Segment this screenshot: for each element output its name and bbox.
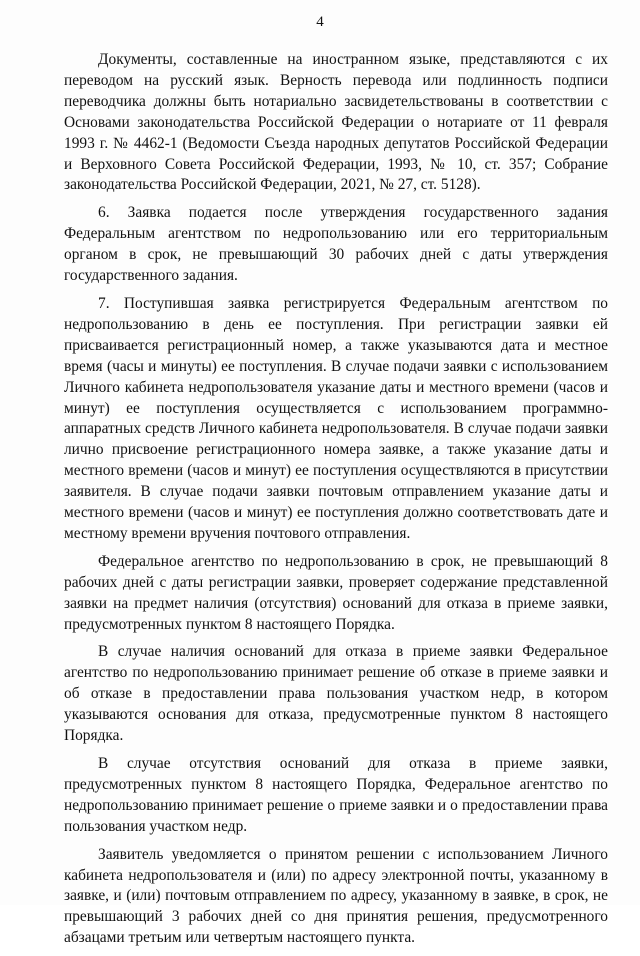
paragraph-item-7: 7. Поступившая заявка регистрируется Федеральным агентством по недропользованию в день ее поступления. При регистрации заявки ей присваивается регистрационный номер, а также указываются дата и местное время (часы и минуты) ее поступления. В случае подачи заявки с использованием Личного кабинета недропользователя указание даты и местного времени (часов и минут) ее поступления осуществляется с использованием программно-аппаратных средств Личного кабинета недропользователя. В случае подачи заявки лично присвоение регистрационного номера заявке, а также указание даты и местного времени (часов и минут) ее поступления осуществляются в присутствии заявителя. В случае подачи заявки почтовым отправлением указание даты и местного времени (часов и минут) ее поступления должно соответствовать дате и местному времени вручения почтового отправления. [64,294,608,542]
paragraph-applicant-notification: Заявитель уведомляется о принятом решении с использованием Личного кабинета недропользователя и (или) по адресу электронной почты, указанному в заявке, и (или) почтовым отправлением по адресу, указанному в заявке, в срок, не превышающий 3 рабочих дней со дня принятия решения, предусмотренного абзацами третьим или четвертым настоящего пункта. [64,845,608,947]
document-body [64,50,608,956]
paragraph-acceptance-decision: В случае отсутствия оснований для отказа в приеме заявки, предусмотренных пунктом 8 настоящего Порядка, Федеральное агентство по недропользованию принимает решение о приеме заявки и о предоставлении права пользования участком недр. [64,755,608,835]
paragraph-foreign-documents: Документы, составленные на иностранном языке, представляются с их переводом на русский язык. Верность перевода или подлинность подписи переводчика должны быть нотариально засвидетельствованы в соответствии с Основами законодательства Российской Федерации о нотариате от 11 февраля 1993 г. № 4462-1 (Ведомости Съезда народных депутатов Российской Федерации и Верховного Совета Российской Федерации, 1993, № 10, ст. 357; Собрание законодательства Российской Федерации, 2021, № 27, ст. 5128). [64,51,608,194]
paragraph-review-period: Федеральное агентство по недропользованию в срок, не превышающий 8 рабочих дней с даты регистрации заявки, проверяет содержание представленной заявки на предмет наличия (отсутствия) оснований для отказа в приеме заявки, предусмотренных пунктом 8 настоящего Порядка. [64,552,608,633]
page-number: 4 [316,14,324,30]
paragraph-refusal-decision: В случае наличия оснований для отказа в приеме заявки Федеральное агентство по недропользованию принимает решение об отказе в приеме заявки и об отказе в предоставлении права пользования участком недр, в котором указываются основания для отказа, предусмотренные пунктом 8 настоящего Порядка. [64,643,608,745]
paragraph-item-6: 6. Заявка подается после утверждения государственного задания Федеральным агентством по недропользованию или его территориальным органом в срок, не превышающий 30 рабочих дней с даты утверждения государственного задания. [64,204,608,285]
